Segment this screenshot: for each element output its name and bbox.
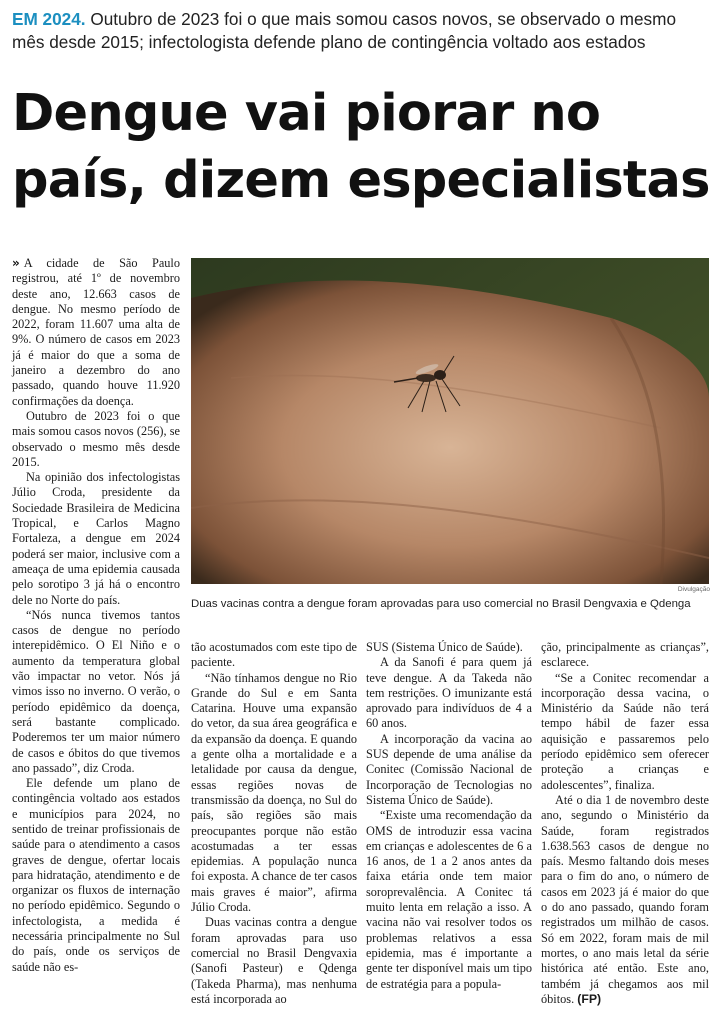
paragraph: ção, principalmente as crianças”, esclarece. (541, 640, 709, 670)
paragraph: A incorporação da vacina ao SUS depende de uma análise da Conitec (Comissão Nacional de Incorporação de Tecnologias no Sistema Único de Saúde). (366, 731, 532, 807)
lead-paragraph: » A cidade de São Paulo registrou, até 1º de novembro deste ano, 12.663 casos de dengue. No mesmo período de 2022, foram 11.607 uma alta de 9%. O número de casos em 2023 já é maior do que a soma de janeiro a dezembro do ano passado, quando houve 11.920 confirmações da doença. (12, 256, 180, 408)
kicker-text: Outubro de 2023 foi o que mais somou casos novos, se observado o mesmo mês desde 2015; infectologista defende plano de contingência voltado aos estados (12, 9, 677, 52)
article-column-2 (191, 640, 357, 1007)
paragraph: SUS (Sistema Único de Saúde). (366, 640, 523, 654)
photo-caption: Duas vacinas contra a dengue foram aprovadas para uso comercial no Brasil Dengvaxia e Qdenga (191, 598, 691, 610)
paragraph: “Se a Conitec recomendar a incorporação dessa vacina, o Ministério da Saúde não terá tempo hábil de fazer essa aquisição e passaremos pelo período epidêmico sem oferecer proteção a crianças e adolescentes”, finaliza. (541, 670, 709, 792)
kicker-tag: EM 2024. (12, 9, 86, 29)
article-headline: Dengue vai piorar no país, dizem especialistas (12, 84, 710, 210)
chevron-right-icon: » (12, 256, 20, 270)
article-column-1 (12, 256, 180, 975)
mosquito-on-hand-image (191, 258, 709, 584)
paragraph: Outubro de 2023 foi o que mais somou casos novos (256), se observado o mesmo mês desde 2015. (12, 408, 180, 469)
paragraph: Ele defende um plano de contingência voltado aos estados e municípios para 2024, no sentido de treinar profissionais de saúde para o atendimento a casos graves de dengue, ofertar locais para hidratação, atendimento e de organizar os fluxos de internação no período epidêmico. Segundo o infectologista, a medida é necessária principalmente no Sul do país, onde os serviços de saúde não es- (12, 776, 180, 974)
author-signature: (FP) (577, 991, 602, 1006)
article-column-4 (541, 640, 709, 1007)
article-kicker (12, 8, 712, 54)
paragraph: “Existe uma recomendação da OMS de introduzir essa vacina em crianças e adolescentes de 6 a 16 anos, de 1 a 2 anos antes da faixa etária onde tem maior soroprevalência. A Conitec tá muito lenta em relação a isso. A vacina não vai resolver todos os problemas relativos a essa epidemia, mas é importante a gente ter disponível mais um tipo de estratégia para a popula- (366, 808, 532, 991)
photo-credit: Divulgação (677, 586, 710, 593)
paragraph: “Não tínhamos dengue no Rio Grande do Sul e em Santa Catarina. Houve uma expansão do vetor, da sua área geográfica e da expansão da doença. E quando a gente olha a mortalidade e a letalidade por causa da dengue, essas regiões novas de transmissão da doença, no Sul do país, são regiões são mais preocupantes porque não estão acostumadas a ter essas epidemias. A população nunca foi exposta. A chance de ter casos mais graves é maior”, afirma Júlio Croda. (191, 670, 357, 915)
paragraph: tão acostumados com este tipo de paciente. (191, 640, 357, 670)
paragraph: A da Sanofi é para quem já teve dengue. A da Takeda não tem restrições. O imunizante está aprovado para indivíduos de 4 a 60 anos. (366, 655, 532, 731)
paragraph: Até o dia 1 de novembro deste ano, segundo o Ministério da Saúde, foram registrados 1.638.563 casos de dengue no país. Mesmo faltando dois meses para o fim do ano, o número de casos em 2023 já é maior do que o do ano passado, quando foram registrados um milhão de casos. Só em 2022, foram mais de mil mortes, o ano mais letal da série histórica até então. Este ano, também já chegamos aos mil óbitos. (FP) (541, 792, 709, 1006)
paragraph: “Nós nunca tivemos tantos casos de dengue no período interepidêmico. O El Niño e o aumento da temperatura global vão impactar no vetor. Nós já vimos isso no inverno. O verão, o período epidêmico da doença, será bastante complicado. Poderemos ter um maior número de casos e óbitos do que tivemos ano passado”, diz Croda. (12, 607, 180, 775)
paragraph: Na opinião dos infectologistas Júlio Croda, presidente da Sociedade Brasileira de Medicina Tropical, e Carlos Magno Fortaleza, a dengue em 2024 poderá ser maior, inclusive com a ameaça de uma epidemia causada pelo sorotipo 3 já há o encontro dele no Norte do país. (12, 470, 180, 607)
article-photo (191, 258, 709, 584)
article-column-3 (366, 640, 532, 992)
paragraph: Duas vacinas contra a dengue foram aprovadas para uso comercial no Brasil Dengvaxia (Sanofi Pasteur) e Qdenga (Takeda Pharma), mas nenhuma está incorporada ao (191, 915, 357, 1006)
